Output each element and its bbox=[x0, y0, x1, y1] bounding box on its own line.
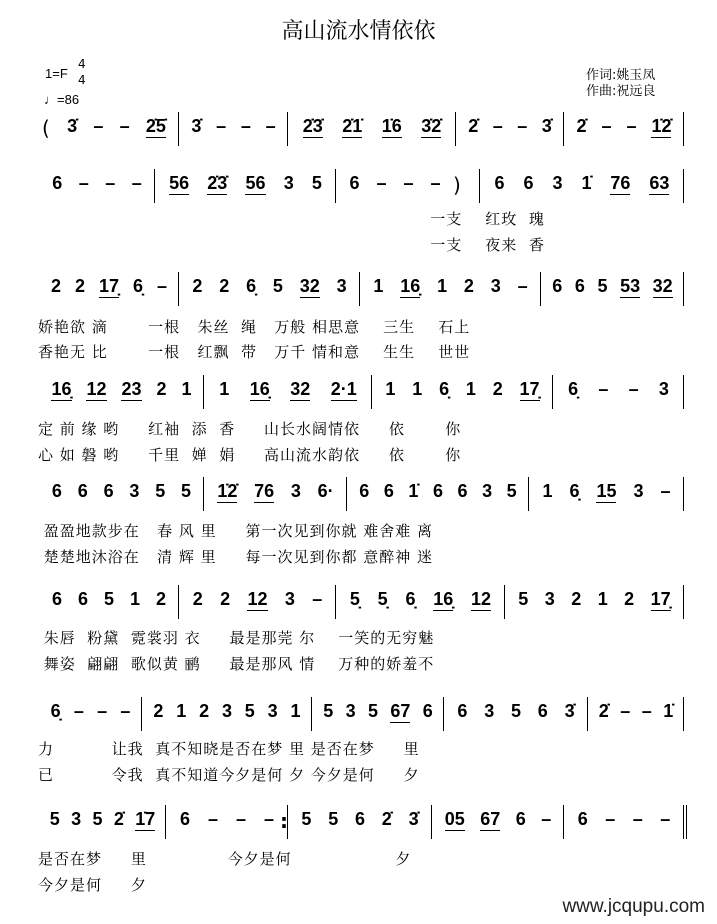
note-group: 5 bbox=[311, 173, 322, 193]
barline bbox=[335, 585, 336, 619]
note-group: – bbox=[626, 116, 637, 136]
note-group: 5 bbox=[506, 481, 517, 501]
note-group: 1̇6 bbox=[381, 116, 402, 136]
song-title: 高山流水情依依 bbox=[281, 19, 436, 44]
note-group: – bbox=[312, 589, 323, 609]
lyric-line: 是否在梦 里 今夕是何 夕 bbox=[38, 850, 412, 868]
note-group: 2 bbox=[199, 701, 210, 721]
measure bbox=[293, 116, 451, 138]
note-group: 3 bbox=[221, 701, 232, 721]
note-group: 6̣ bbox=[50, 701, 61, 721]
note-group: 6 bbox=[552, 276, 563, 296]
note-group: 6 bbox=[457, 701, 468, 721]
note-group: 5̣ bbox=[377, 589, 388, 609]
measure bbox=[147, 701, 307, 722]
note-group: 1 bbox=[181, 379, 192, 399]
time-sig-bottom: 4 bbox=[78, 73, 86, 87]
note-group: 6 bbox=[103, 481, 114, 501]
note-group: 12 bbox=[471, 589, 492, 609]
note-group: 17̣ bbox=[519, 379, 540, 399]
note-group: 6 bbox=[577, 809, 588, 829]
measure bbox=[209, 481, 342, 503]
note-group: 2̇3̇ bbox=[302, 116, 323, 136]
note-group: – bbox=[131, 173, 142, 193]
note-group: 3 bbox=[71, 809, 82, 829]
barline bbox=[683, 585, 684, 619]
barline bbox=[683, 697, 684, 731]
measure bbox=[160, 173, 331, 195]
note-group: – bbox=[97, 701, 108, 721]
barline bbox=[479, 169, 480, 203]
barline bbox=[587, 697, 588, 731]
note-group: – bbox=[517, 276, 528, 296]
note-group: 56 bbox=[169, 173, 190, 193]
measure bbox=[59, 116, 174, 138]
barline bbox=[203, 375, 204, 409]
score-system bbox=[0, 587, 717, 617]
note-group: 2̇ bbox=[381, 809, 392, 829]
note-group: 17̣ bbox=[98, 276, 119, 296]
note-group: 1 bbox=[542, 481, 553, 501]
composer: 作曲:祝远良 bbox=[586, 84, 656, 99]
note-group: – bbox=[119, 116, 130, 136]
note-group: 2̇ bbox=[576, 116, 587, 136]
barline bbox=[346, 477, 347, 511]
note-group: 6 bbox=[422, 701, 433, 721]
barline bbox=[683, 112, 684, 146]
note-group: 17̣ bbox=[650, 589, 671, 609]
note-group: 2 bbox=[156, 379, 167, 399]
barline bbox=[141, 697, 142, 731]
note-group: 6 bbox=[432, 481, 443, 501]
note-group: 6 bbox=[515, 809, 526, 829]
barline bbox=[154, 169, 155, 203]
barline bbox=[178, 112, 179, 146]
measure bbox=[44, 379, 199, 401]
note-group: 6 bbox=[494, 173, 505, 193]
close-paren: ) bbox=[453, 173, 461, 197]
note-group: 1 bbox=[176, 701, 187, 721]
note-group: 3 bbox=[552, 173, 563, 193]
note-group: 2 bbox=[50, 276, 61, 296]
note-group: 6 bbox=[51, 589, 62, 609]
note-group: 63 bbox=[649, 173, 670, 193]
score-system bbox=[0, 114, 717, 144]
measure bbox=[44, 589, 174, 610]
lyric-line: 今夕是何 夕 bbox=[38, 876, 147, 894]
lyric-line: 定 前 缘 哟 红袖 添 香 山长水阔情依 依 你 bbox=[38, 420, 462, 438]
note-group: 5̣ bbox=[349, 589, 360, 609]
measure bbox=[171, 809, 283, 830]
measure bbox=[341, 589, 500, 611]
lyric-line: 舞姿 翩翩 歌似黄 鹂 最是那风 情 万种的娇羞不 bbox=[38, 655, 435, 673]
barline bbox=[683, 805, 687, 839]
note-group: 16̣ bbox=[51, 379, 72, 399]
measure bbox=[293, 809, 427, 830]
note-group: 2 bbox=[492, 379, 503, 399]
note-group: 3̇ bbox=[541, 116, 552, 136]
note-group: 6 bbox=[52, 173, 63, 193]
measure bbox=[184, 589, 331, 611]
note-group: – bbox=[660, 481, 671, 501]
note-group: 5 bbox=[597, 276, 608, 296]
barline bbox=[335, 169, 336, 203]
note-group: 16̣ bbox=[433, 589, 454, 609]
measure bbox=[510, 589, 679, 611]
note-group: 16̣ bbox=[249, 379, 270, 399]
note-group: 2 bbox=[624, 589, 635, 609]
measure bbox=[44, 276, 174, 298]
barline bbox=[552, 375, 553, 409]
measure bbox=[44, 701, 137, 722]
note-group: 1̇2̇ bbox=[651, 116, 672, 136]
note-group: 6 bbox=[537, 701, 548, 721]
note-group: – bbox=[641, 701, 652, 721]
note-group: 2̇5̇ bbox=[145, 116, 166, 136]
barline bbox=[311, 697, 312, 731]
barline bbox=[455, 112, 456, 146]
note-group: – bbox=[620, 701, 631, 721]
watermark: www.jcqupu.com bbox=[562, 896, 705, 917]
note-group: 1 bbox=[437, 276, 448, 296]
lyric-line: 一支 红玫 瑰 bbox=[38, 210, 545, 228]
note-group: 3 bbox=[633, 481, 644, 501]
note-group: 6 bbox=[574, 276, 585, 296]
note-group: 3 bbox=[336, 276, 347, 296]
note-group: 3 bbox=[284, 589, 295, 609]
tempo-mark bbox=[44, 92, 79, 107]
note-group: – bbox=[605, 809, 616, 829]
note-group: 1̇2̇ bbox=[217, 481, 238, 501]
note-group: 5 bbox=[155, 481, 166, 501]
note-group: 3 bbox=[482, 481, 493, 501]
note-group: 3 bbox=[283, 173, 294, 193]
note-group: – bbox=[632, 809, 643, 829]
note-group: 2 bbox=[463, 276, 474, 296]
note-group: 6 bbox=[77, 481, 88, 501]
note-group: 76 bbox=[610, 173, 631, 193]
score-system bbox=[0, 274, 717, 304]
note-group: – bbox=[660, 809, 671, 829]
note-group: 05 bbox=[444, 809, 465, 829]
note-group: 1̇7 bbox=[135, 809, 156, 829]
note-group: 2 bbox=[571, 589, 582, 609]
note-group: – bbox=[541, 809, 552, 829]
lyric-line: 朱唇 粉黛 霓裳羽 衣 最是那莞 尔 一笑的无穷魅 bbox=[38, 629, 435, 647]
note-group: 1 bbox=[412, 379, 423, 399]
note-group: 5 bbox=[181, 481, 192, 501]
note-group: 3 bbox=[544, 589, 555, 609]
measure bbox=[317, 701, 439, 723]
barline bbox=[178, 585, 179, 619]
measure bbox=[44, 809, 161, 831]
measure bbox=[437, 809, 559, 831]
note-group: 2 bbox=[219, 276, 230, 296]
note-group: 5 bbox=[518, 589, 529, 609]
note-group: 53 bbox=[620, 276, 641, 296]
measure bbox=[569, 116, 679, 138]
note-group: 6̣ bbox=[405, 589, 416, 609]
note-group: 5 bbox=[323, 701, 334, 721]
note-group: 6· bbox=[317, 481, 334, 501]
note-group: 12 bbox=[86, 379, 107, 399]
note-group: 1̇ bbox=[663, 701, 674, 721]
note-group: 6̣ bbox=[568, 379, 579, 399]
note-group: 1 bbox=[597, 589, 608, 609]
note-group: 2̇ bbox=[113, 809, 124, 829]
note-group: 6 bbox=[457, 481, 468, 501]
note-group: 6 bbox=[77, 589, 88, 609]
note-group: 32 bbox=[299, 276, 320, 296]
note-group: 2 bbox=[192, 589, 203, 609]
lyric-line: 一支 夜来 香 bbox=[38, 236, 545, 254]
note-group: – bbox=[216, 116, 227, 136]
measure bbox=[44, 173, 150, 194]
note-group: 6 bbox=[523, 173, 534, 193]
note-group: 5 bbox=[49, 809, 60, 829]
note-group: 2̇3̇ bbox=[207, 173, 228, 193]
note-group: – bbox=[240, 116, 251, 136]
note-group: – bbox=[601, 116, 612, 136]
measure bbox=[593, 701, 679, 722]
tempo-value: =86 bbox=[57, 92, 80, 107]
barline bbox=[683, 169, 684, 203]
note-group: 3̇ bbox=[408, 809, 419, 829]
lyric-line: 娇艳欲 滴 一根 朱丝 绳 万般 相思意 三生 石上 bbox=[38, 318, 471, 336]
measure bbox=[341, 173, 449, 194]
score-system bbox=[0, 377, 717, 407]
note-group: 6̣ bbox=[132, 276, 143, 296]
measure bbox=[534, 481, 679, 503]
barline bbox=[504, 585, 505, 619]
note-group: – bbox=[235, 809, 246, 829]
measure bbox=[461, 116, 559, 137]
lyric-line: 楚楚地沐浴在 清 辉 里 每一次见到你都 意醉神 迷 bbox=[38, 548, 433, 566]
measure bbox=[449, 701, 583, 722]
note-group: 5 bbox=[244, 701, 255, 721]
barline bbox=[683, 375, 684, 409]
time-sig-top: 4 bbox=[78, 57, 86, 71]
note-group: 5 bbox=[272, 276, 283, 296]
note-group: 3̇ bbox=[564, 701, 575, 721]
note-group: – bbox=[263, 809, 274, 829]
measure bbox=[184, 116, 283, 137]
note-group: 5 bbox=[92, 809, 103, 829]
note-group: 1 bbox=[219, 379, 230, 399]
measure bbox=[485, 173, 679, 195]
barline bbox=[165, 805, 166, 839]
note-group: – bbox=[403, 173, 414, 193]
note-group: 2 bbox=[153, 701, 164, 721]
barline bbox=[540, 272, 541, 306]
barline bbox=[443, 697, 444, 731]
note-group: – bbox=[598, 379, 609, 399]
measure bbox=[44, 481, 199, 502]
note-group: 56 bbox=[245, 173, 266, 193]
measure bbox=[569, 809, 679, 830]
time-signature bbox=[78, 56, 86, 88]
note-group: 1 bbox=[373, 276, 384, 296]
note-group: 3 bbox=[484, 701, 495, 721]
note-group: 2̇ bbox=[598, 701, 609, 721]
note-group: – bbox=[517, 116, 528, 136]
note-group: – bbox=[73, 701, 84, 721]
barline bbox=[528, 477, 529, 511]
note-group: 12 bbox=[247, 589, 268, 609]
note-group: 1 bbox=[385, 379, 396, 399]
key-signature: 1=F bbox=[45, 66, 68, 81]
note-group: – bbox=[156, 276, 167, 296]
barline bbox=[203, 477, 204, 511]
note-group: 5 bbox=[103, 589, 114, 609]
note-group: – bbox=[105, 173, 116, 193]
barline bbox=[431, 805, 432, 839]
note-group: – bbox=[376, 173, 387, 193]
open-paren: ( bbox=[42, 116, 50, 140]
lyric-line: 心 如 磐 哟 千里 婵 娟 高山流水韵依 依 你 bbox=[38, 446, 462, 464]
note-group: 6 bbox=[51, 481, 62, 501]
lyricist: 作词:姚玉凤 bbox=[586, 68, 656, 83]
score-system bbox=[0, 479, 717, 509]
measure bbox=[352, 481, 524, 502]
barline bbox=[563, 112, 564, 146]
note-group: 6̣ bbox=[569, 481, 580, 501]
note-group: 32 bbox=[652, 276, 673, 296]
barline bbox=[563, 805, 564, 839]
note-group: 3 bbox=[267, 701, 278, 721]
note-group: 3 bbox=[129, 481, 140, 501]
note-group: 6 bbox=[349, 173, 360, 193]
lyric-line: 力 让我 真不知晓是否在梦 里 是否在梦 里 bbox=[38, 740, 420, 758]
note-group: – bbox=[492, 116, 503, 136]
measure bbox=[546, 276, 679, 298]
note-group: 3̇ bbox=[67, 116, 78, 136]
measure bbox=[558, 379, 679, 400]
measure bbox=[365, 276, 536, 298]
lyric-line: 盈盈地款步在 春 风 里 第一次见到你就 难舍难 离 bbox=[38, 522, 433, 540]
note-group: 1̇ bbox=[408, 481, 419, 501]
measure bbox=[184, 276, 355, 298]
note-group: 5 bbox=[301, 809, 312, 829]
note-group: 1 bbox=[465, 379, 476, 399]
note-group: 2 bbox=[192, 276, 203, 296]
barline bbox=[287, 112, 288, 146]
note-group: – bbox=[430, 173, 441, 193]
note-group: 3 bbox=[658, 379, 669, 399]
note-group: 3̇2̇ bbox=[421, 116, 442, 136]
note-group: 6 bbox=[354, 809, 365, 829]
note-group: 1 bbox=[290, 701, 301, 721]
repeat-sign: : bbox=[280, 809, 288, 833]
barline bbox=[371, 375, 372, 409]
note-group: 2 bbox=[220, 589, 231, 609]
barline bbox=[683, 272, 684, 306]
note-group: 3 bbox=[345, 701, 356, 721]
note-group: 2 bbox=[74, 276, 85, 296]
note-group: 6 bbox=[179, 809, 190, 829]
note-group: 2̇1̇ bbox=[342, 116, 363, 136]
measure bbox=[377, 379, 548, 401]
note-group: 1 bbox=[129, 589, 140, 609]
note-group: – bbox=[78, 173, 89, 193]
lyric-line: 香艳无 比 一根 红飘 带 万千 情和意 生生 世世 bbox=[38, 343, 471, 361]
note-group: 5 bbox=[510, 701, 521, 721]
note-group: – bbox=[207, 809, 218, 829]
note-group: 76 bbox=[254, 481, 275, 501]
note-group: 67 bbox=[390, 701, 411, 721]
quarter-note-icon: ♩ bbox=[44, 92, 57, 107]
note-group: 3 bbox=[490, 276, 501, 296]
note-group: 3 bbox=[290, 481, 301, 501]
barline bbox=[359, 272, 360, 306]
note-group: 3̇ bbox=[191, 116, 202, 136]
note-group: 16̣ bbox=[400, 276, 421, 296]
note-group: – bbox=[93, 116, 104, 136]
note-group: 67 bbox=[480, 809, 501, 829]
score-system bbox=[0, 699, 717, 729]
note-group: 6 bbox=[383, 481, 394, 501]
note-group: 6̣ bbox=[246, 276, 257, 296]
note-group: 2·1 bbox=[330, 379, 357, 399]
measure bbox=[209, 379, 367, 401]
lyric-line: 已 令我 真不知道今夕是何 夕 今夕是何 夕 bbox=[38, 766, 420, 784]
note-group: 2 bbox=[155, 589, 166, 609]
barline bbox=[178, 272, 179, 306]
note-group: – bbox=[120, 701, 131, 721]
barline bbox=[683, 477, 684, 511]
note-group: 2̇ bbox=[468, 116, 479, 136]
note-group: 6 bbox=[359, 481, 370, 501]
note-group: – bbox=[628, 379, 639, 399]
note-group: 6̣ bbox=[439, 379, 450, 399]
note-group: 32 bbox=[290, 379, 311, 399]
note-group: – bbox=[265, 116, 276, 136]
score-system bbox=[0, 807, 717, 837]
note-group: 5 bbox=[367, 701, 378, 721]
note-group: 5 bbox=[328, 809, 339, 829]
note-group: 1̇ bbox=[581, 173, 592, 193]
note-group: 15 bbox=[596, 481, 617, 501]
note-group: 23 bbox=[121, 379, 142, 399]
score-system bbox=[0, 171, 717, 201]
